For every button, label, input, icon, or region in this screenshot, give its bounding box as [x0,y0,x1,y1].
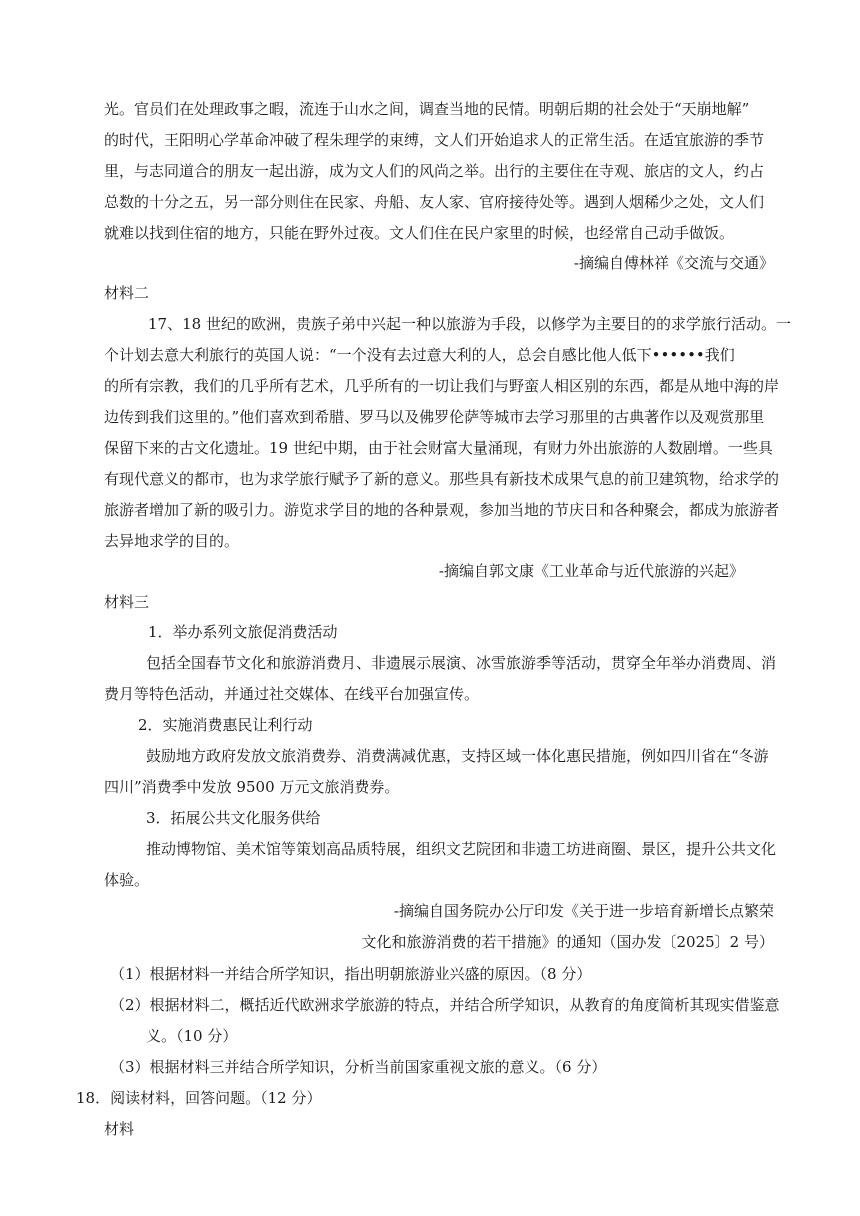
material2-heading: 材料二 [104,284,150,302]
material3-source-line-2: 文化和旅游消费的若干措施》的通知（国办发〔2025〕2 号） [361,933,774,951]
question-18-material-label: 材料 [104,1120,135,1138]
material1-line-3: 里，与志同道合的朋友一起出游，成为文人们的风尚之举。出行的主要住在寺观、旅店的文人，约占 [104,162,765,180]
material2-line-2: 个计划去意大利旅行的英国人说：“一个没有去过意大利的人，总会自感比他人低下••••••我们 [104,346,735,364]
material3-item3-title: 3．拓展公共文化服务供给 [146,809,321,827]
material3-source-line-1: -摘编自国务院办公厅印发《关于进一步培育新增长点繁荣 [393,902,774,920]
question-2-line-1: （2）根据材料二，概括近代欧洲求学旅游的特点，并结合所学知识，从教育的角度简析其现实借鉴意 [110,996,780,1014]
material2-line-4: 边传到我们这里的。”他们喜欢到希腊、罗马以及佛罗伦萨等城市去学习那里的古典著作以及观赏那里 [104,408,765,426]
question-3: （3）根据材料三并结合所学知识，分析当前国家重视文旅的意义。（6 分） [110,1058,607,1076]
question-2-line-2: 义。（10 分） [146,1027,238,1045]
material3-item2-title: 2．实施消费惠民让利行动 [138,716,313,734]
material3-item3-line-1: 推动博物馆、美术馆等策划高品质特展，组织文艺院团和非遗工坊进商圈、景区，提升公共文化 [146,840,777,858]
material3-item1-line-2: 费月等特色活动，并通过社交媒体、在线平台加强宣传。 [104,685,480,703]
material3-heading: 材料三 [104,593,150,611]
material1-source: -摘编自傅林祥《交流与交通》 [573,254,774,272]
material2-line-1: 17、18 世纪的欧洲，贵族子弟中兴起一种以旅游为手段，以修学为主要目的的求学旅行活动。一 [148,315,791,333]
material1-line-1: 光。官员们在处理政事之暇，流连于山水之间，调查当地的民情。明朝后期的社会处于“天崩地解” [104,100,750,118]
material3-item1-title: 1．举办系列文旅促消费活动 [148,623,338,641]
material2-line-6: 有现代意义的都市，也为求学旅行赋予了新的意义。那些具有新技术成果气息的前卫建筑物，给求学的 [104,470,780,488]
material3-item1-line-1: 包括全国春节文化和旅游消费月、非遗展示展演、冰雪旅游季等活动，贯穿全年举办消费周、消 [146,654,777,672]
material2-line-3: 的所有宗教，我们的几乎所有艺术，几乎所有的一切让我们与野蛮人相区别的东西，都是从地中海的岸 [104,377,780,395]
question-18-title: 18．阅读材料，回答问题。（12 分） [76,1089,322,1107]
material1-line-4: 总数的十分之五，另一部分则住在民家、舟船、友人家、官府接待处等。遇到人烟稀少之处，文人们 [104,193,765,211]
material2-line-7: 旅游者增加了新的吸引力。游览求学目的地的各种景观，参加当地的节庆日和各种聚会，都成为旅游者 [104,501,780,519]
material3-item2-line-2: 四川”消费季中发放 9500 万元文旅消费券。 [104,778,400,796]
material1-line-5: 就难以找到住宿的地方，只能在野外过夜。文人们住在民户家里的时候，也经常自己动手做饭。 [104,224,735,242]
material3-item2-line-1: 鼓励地方政府发放文旅消费券、消费满减优惠，支持区域一体化惠民措施，例如四川省在“冬游 [146,747,769,765]
material2-source: -摘编自郭文康《工业革命与近代旅游的兴起》 [438,562,744,580]
material2-line-5: 保留下来的古文化遗址。19 世纪中期，由于社会财富大量涌现，有财力外出旅游的人数剧增。一些具 [104,439,773,457]
material3-item3-line-2: 体验。 [104,871,150,889]
material2-line-8: 去异地求学的目的。 [104,532,240,550]
material1-line-2: 的时代，王阳明心学革命冲破了程朱理学的束缚，文人们开始追求人的正常生活。在适宜旅游的季节 [104,131,765,149]
question-1: （1）根据材料一并结合所学知识，指出明朝旅游业兴盛的原因。（8 分） [110,965,592,983]
